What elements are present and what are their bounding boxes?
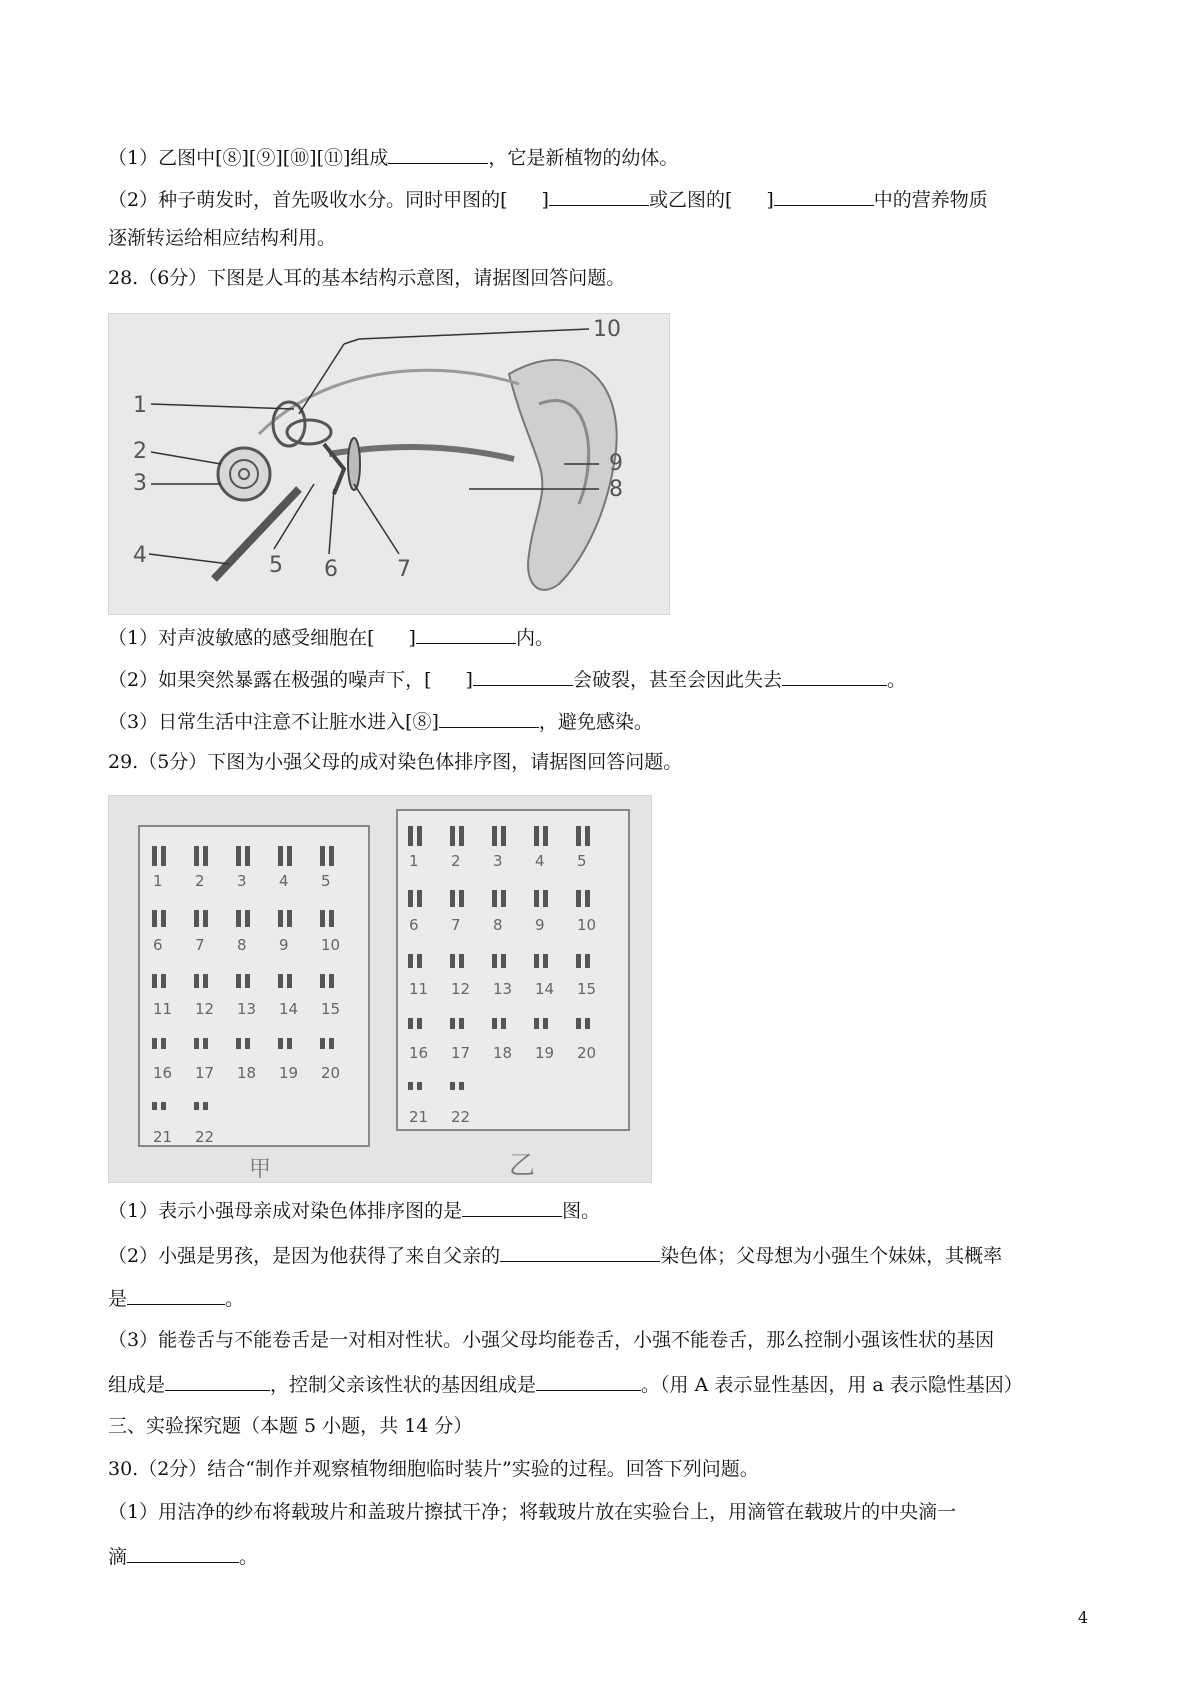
- yi-chromosome: [450, 890, 455, 907]
- jia-chromosome: [236, 910, 241, 927]
- jia-chromosome: [320, 1038, 325, 1049]
- jia-chromosome: [278, 1038, 283, 1049]
- answer-blank[interactable]: [500, 1241, 660, 1262]
- jia-pair-number: 16: [153, 1064, 173, 1082]
- yi-chromosome: [459, 1082, 464, 1090]
- q29-sub3-cont: 组成是 ，控制父亲该性状的基因组成是 。（用 A 表示显性基因，用 a 表示隐性基因）: [108, 1370, 1023, 1398]
- jia-pair-number: 8: [237, 936, 247, 954]
- yi-pair-number: 2: [451, 852, 461, 870]
- ear-label-2: 2: [133, 439, 147, 464]
- jia-chromosome: [194, 846, 199, 866]
- yi-chromosome: [576, 954, 581, 968]
- yi-chromosome: [534, 890, 539, 907]
- ear-label-7: 7: [397, 557, 411, 582]
- jia-pair-number: 4: [279, 872, 289, 890]
- jia-chromosome: [203, 910, 208, 927]
- yi-chromosome: [492, 826, 497, 846]
- panel-jia-label: 甲: [249, 1157, 272, 1182]
- yi-chromosome: [450, 1018, 455, 1029]
- q29-sub2: （2）小强是男孩，是因为他获得了来自父亲的 染色体；父母想为小强生个妹妹，其概率: [108, 1241, 1002, 1269]
- jia-chromosome: [161, 1038, 166, 1049]
- yi-pair-number: 19: [535, 1044, 555, 1062]
- ear-label-4: 4: [133, 543, 147, 568]
- jia-chromosome: [161, 846, 166, 866]
- jia-pair-number: 7: [195, 936, 205, 954]
- jia-chromosome: [161, 1102, 166, 1110]
- jia-chromosome: [152, 974, 157, 988]
- yi-pair-number: 8: [493, 916, 503, 934]
- jia-chromosome: [245, 846, 250, 866]
- yi-chromosome: [492, 1018, 497, 1029]
- yi-chromosome: [585, 954, 590, 968]
- yi-chromosome: [585, 890, 590, 907]
- yi-pair-number: 18: [493, 1044, 513, 1062]
- yi-chromosome: [417, 826, 422, 846]
- jia-chromosome: [329, 910, 334, 927]
- yi-chromosome: [501, 1018, 506, 1029]
- jia-chromosome: [329, 846, 334, 866]
- yi-chromosome: [576, 890, 581, 907]
- yi-chromosome: [459, 1018, 464, 1029]
- answer-blank[interactable]: [782, 665, 887, 686]
- yi-pair-number: 21: [409, 1108, 429, 1126]
- jia-chromosome: [194, 1038, 199, 1049]
- ear-label-6: 6: [324, 557, 338, 582]
- section3-header: 三、实验探究题（本题 5 小题，共 14 分）: [108, 1415, 473, 1437]
- yi-pair-number: 13: [493, 980, 513, 998]
- jia-pair-number: 10: [321, 936, 341, 954]
- q29-sub3: （3）能卷舌与不能卷舌是一对相对性状。小强父母均能卷舌，小强不能卷舌，那么控制小强该性状的基因: [108, 1329, 995, 1351]
- jia-chromosome: [320, 910, 325, 927]
- jia-chromosome: [245, 1038, 250, 1049]
- cochlea-shape: [218, 448, 270, 500]
- jia-chromosome: [245, 974, 250, 988]
- jia-chromosome: [194, 1102, 199, 1110]
- jia-pair-number: 19: [279, 1064, 299, 1082]
- yi-pair-number: 22: [451, 1108, 471, 1126]
- jia-chromosome: [161, 974, 166, 988]
- yi-pair-number: 9: [535, 916, 545, 934]
- yi-chromosome: [417, 954, 422, 968]
- jia-chromosome: [152, 1038, 157, 1049]
- jia-chromosome: [287, 910, 292, 927]
- yi-chromosome: [543, 890, 548, 907]
- yi-chromosome: [585, 826, 590, 846]
- jia-chromosome: [287, 974, 292, 988]
- yi-chromosome: [408, 890, 413, 907]
- jia-pair-number: 5: [321, 872, 331, 890]
- answer-blank[interactable]: [462, 1196, 562, 1217]
- yi-chromosome: [492, 954, 497, 968]
- yi-pair-number: 7: [451, 916, 461, 934]
- yi-pair-number: 16: [409, 1044, 429, 1062]
- yi-chromosome: [534, 826, 539, 846]
- jia-pair-number: 17: [195, 1064, 215, 1082]
- jia-pair-number: 6: [153, 936, 163, 954]
- yi-chromosome: [408, 826, 413, 846]
- ear-label-3: 3: [133, 471, 147, 496]
- jia-chromosome: [287, 846, 292, 866]
- yi-chromosome: [450, 1082, 455, 1090]
- jia-chromosome: [194, 974, 199, 988]
- yi-chromosome: [408, 1082, 413, 1090]
- jia-chromosome: [203, 1102, 208, 1110]
- yi-chromosome: [450, 826, 455, 846]
- jia-chromosome: [320, 846, 325, 866]
- page-number: 4: [1077, 1608, 1088, 1627]
- yi-pair-number: 5: [577, 852, 587, 870]
- yi-pair-number: 15: [577, 980, 597, 998]
- jia-pair-number: 13: [237, 1000, 257, 1018]
- yi-chromosome: [576, 826, 581, 846]
- ear-label-1: 1: [133, 393, 147, 418]
- q29-sub1: （1）表示小强母亲成对染色体排序图的是 图。: [108, 1196, 600, 1224]
- jia-chromosome: [203, 846, 208, 866]
- yi-pair-number: 20: [577, 1044, 597, 1062]
- chromosome-karyotype-figure: [108, 795, 652, 1183]
- answer-blank[interactable]: [439, 707, 539, 728]
- yi-pair-number: 11: [409, 980, 429, 998]
- jia-pair-number: 3: [237, 872, 247, 890]
- q30-header: 30.（2分）结合“制作并观察植物细胞临时装片”实验的过程。回答下列问题。: [108, 1458, 759, 1480]
- jia-chromosome: [278, 846, 283, 866]
- q27-sub2: （2）种子萌发时，首先吸收水分。同时甲图的[ ] 或乙图的[ ] 中的营养物质: [108, 185, 988, 213]
- yi-chromosome: [417, 1018, 422, 1029]
- yi-chromosome: [417, 1082, 422, 1090]
- yi-chromosome: [501, 826, 506, 846]
- yi-pair-number: 17: [451, 1044, 471, 1062]
- jia-chromosome: [236, 1038, 241, 1049]
- jia-chromosome: [278, 974, 283, 988]
- yi-chromosome: [501, 890, 506, 907]
- yi-pair-number: 10: [577, 916, 597, 934]
- yi-chromosome: [408, 954, 413, 968]
- yi-chromosome: [450, 954, 455, 968]
- jia-chromosome: [203, 974, 208, 988]
- ear-label-8: 8: [609, 477, 623, 502]
- ear-diagram: [109, 314, 669, 614]
- jia-pair-number: 18: [237, 1064, 257, 1082]
- ear-label-10: 10: [593, 317, 621, 342]
- jia-chromosome: [203, 1038, 208, 1049]
- q27-sub2-cont: 逐渐转运给相应结构利用。: [108, 227, 337, 249]
- jia-pair-number: 15: [321, 1000, 341, 1018]
- q28-sub3: （3）日常生活中注意不让脏水进入[⑧] ，避免感染。: [108, 707, 653, 735]
- jia-pair-number: 1: [153, 872, 163, 890]
- answer-blank[interactable]: [388, 143, 488, 164]
- yi-chromosome: [543, 1018, 548, 1029]
- yi-chromosome: [459, 826, 464, 846]
- jia-chromosome: [329, 974, 334, 988]
- ear-structure-figure: [108, 313, 670, 615]
- jia-chromosome: [278, 910, 283, 927]
- answer-blank[interactable]: [127, 1542, 239, 1563]
- yi-chromosome: [408, 1018, 413, 1029]
- yi-pair-number: 6: [409, 916, 419, 934]
- answer-blank[interactable]: [536, 1370, 641, 1391]
- karyotype-panel-jia: [139, 826, 369, 1146]
- jia-chromosome: [161, 910, 166, 927]
- jia-pair-number: 20: [321, 1064, 341, 1082]
- jia-pair-number: 22: [195, 1128, 215, 1146]
- yi-chromosome: [417, 890, 422, 907]
- q29-header: 29.（5分）下图为小强父母的成对染色体排序图，请据图回答问题。: [108, 751, 683, 773]
- jia-chromosome: [152, 1102, 157, 1110]
- q30-sub1-cont: 滴 。: [108, 1542, 258, 1570]
- yi-chromosome: [543, 954, 548, 968]
- yi-pair-number: 4: [535, 852, 545, 870]
- answer-blank[interactable]: [416, 623, 516, 644]
- jia-chromosome: [194, 910, 199, 927]
- jia-chromosome: [236, 846, 241, 866]
- jia-chromosome: [152, 910, 157, 927]
- jia-chromosome: [236, 974, 241, 988]
- yi-pair-number: 3: [493, 852, 503, 870]
- yi-pair-number: 12: [451, 980, 471, 998]
- yi-chromosome: [459, 890, 464, 907]
- yi-pair-number: 14: [535, 980, 555, 998]
- yi-chromosome: [585, 1018, 590, 1029]
- jia-pair-number: 2: [195, 872, 205, 890]
- jia-chromosome: [287, 1038, 292, 1049]
- yi-chromosome: [459, 954, 464, 968]
- answer-blank[interactable]: [127, 1284, 225, 1305]
- karyotype-diagram: [109, 796, 651, 1182]
- ear-label-9: 9: [609, 451, 623, 476]
- yi-pair-number: 1: [409, 852, 419, 870]
- q28-sub2: （2）如果突然暴露在极强的噪声下，[ ] 会破裂，甚至会因此失去 。: [108, 665, 906, 693]
- answer-blank[interactable]: [165, 1370, 270, 1391]
- yi-chromosome: [534, 1018, 539, 1029]
- jia-pair-number: 11: [153, 1000, 173, 1018]
- karyotype-panel-yi: [397, 810, 629, 1130]
- answer-blank[interactable]: [549, 185, 649, 206]
- q29-sub2-cont: 是 。: [108, 1284, 244, 1312]
- jia-pair-number: 21: [153, 1128, 173, 1146]
- q30-sub1: （1）用洁净的纱布将载玻片和盖玻片擦拭干净；将载玻片放在实验台上，用滴管在载玻片的中央滴一: [108, 1501, 957, 1523]
- jia-pair-number: 12: [195, 1000, 215, 1018]
- answer-blank[interactable]: [473, 665, 573, 686]
- q27-sub1: （1）乙图中[⑧][⑨][⑩][⑪]组成 ，它是新植物的幼体。: [108, 143, 678, 171]
- jia-chromosome: [329, 1038, 334, 1049]
- yi-chromosome: [492, 890, 497, 907]
- jia-chromosome: [320, 974, 325, 988]
- ear-label-5: 5: [269, 553, 283, 578]
- panel-yi-label: 乙: [509, 1151, 536, 1181]
- yi-chromosome: [501, 954, 506, 968]
- jia-pair-number: 9: [279, 936, 289, 954]
- yi-chromosome: [576, 1018, 581, 1029]
- yi-chromosome: [543, 826, 548, 846]
- answer-blank[interactable]: [774, 185, 874, 206]
- jia-chromosome: [245, 910, 250, 927]
- jia-chromosome: [152, 846, 157, 866]
- q28-header: 28.（6分）下图是人耳的基本结构示意图，请据图回答问题。: [108, 267, 626, 289]
- jia-pair-number: 14: [279, 1000, 299, 1018]
- yi-chromosome: [534, 954, 539, 968]
- q28-sub1: （1）对声波敏感的感受细胞在[ ] 内。: [108, 623, 554, 651]
